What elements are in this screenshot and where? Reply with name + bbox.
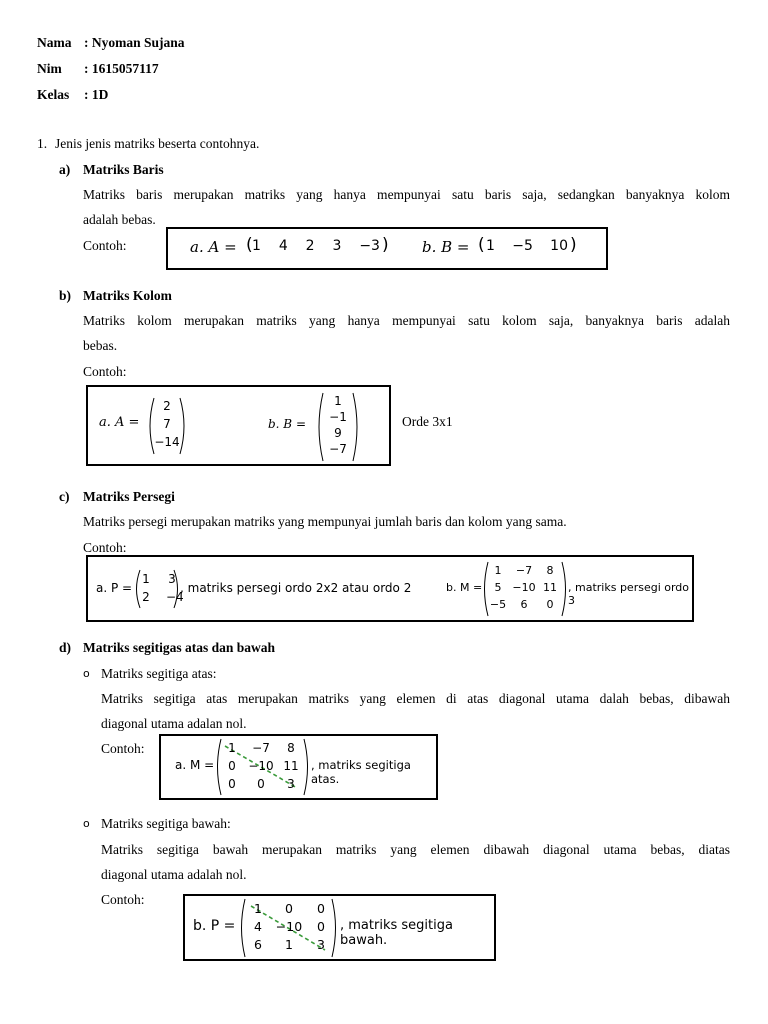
matrix-entry: 0 [228,759,236,773]
matrix-entry: 8 [287,741,295,755]
matrix-entry: 1 [142,572,150,586]
matrix-entry: 11 [543,581,557,594]
matrix-entry: 7 [163,417,171,431]
matrix-entry: 3 [287,777,295,791]
matrix-entry: −5 [489,598,507,611]
section-a-marker: a) [59,162,71,177]
matrix-entry: 0 [257,777,265,791]
matrix-entry: 3 [168,572,176,586]
square-matrix-a-label: a. P = [96,581,133,595]
row-matrix-a-close-paren: ) [382,235,389,255]
matrix-entry: 0 [317,901,325,916]
nim-label: Nim [37,61,62,76]
example-box-lower-triangular [183,894,496,961]
bullet-icon: o [83,667,90,680]
upper-triangular-title: Matriks segitiga atas: [101,666,217,681]
col-matrix-b-values [322,393,354,457]
matrix-entry: 6 [254,937,262,952]
matrix-entry: 1 [254,901,262,916]
matrix-entry: 11 [283,759,299,773]
kelas-label: Kelas [37,87,70,102]
section-b-contoh: Contoh: [83,364,127,379]
matrix-entry: 4 [278,238,288,254]
matrix-entry: 2 [163,399,171,413]
matrix-entry: 1 [494,564,502,577]
matrix-entry: 1 [334,394,342,408]
matrix-entry: 0 [285,901,293,916]
square-matrix-a-values [140,570,184,606]
col-matrix-a-values [152,397,182,451]
row-matrix-a-open-paren: ( [246,235,253,255]
upper-triangular-desc-line2: diagonal utama adalan nol. [101,716,247,731]
matrix-entry: −5 [512,238,533,254]
row-matrix-b-close-paren: ) [570,235,577,255]
matrix-entry: 1 [228,741,236,755]
section-d-marker: d) [59,640,72,655]
section-a-title: Matriks Baris [83,162,164,177]
matrix-entry: −7 [329,442,347,456]
upper-triangular-desc-line1: Matriks segitiga atas merupakan matriks yang elemen di atas diagonal utama dalah bebas, dibawah [101,691,730,706]
section-b-title: Matriks Kolom [83,288,172,303]
matrix-entry: 8 [546,564,554,577]
matrix-entry: 6 [520,598,528,611]
col-matrix-b-label: b. B = [268,417,306,431]
section-c-marker: c) [59,489,70,504]
matrix-entry: 3 [332,238,342,254]
row-matrix-a-values [252,238,380,254]
lower-triangular-values [245,900,335,954]
example-box-upper-triangular [159,734,438,800]
matrix-entry: 0 [317,919,325,934]
row-matrix-b-values [486,238,568,254]
square-matrix-b-label: b. M = [446,581,483,594]
section-b-desc-line1: Matriks kolom merupakan matriks yang hanya mempunyai satu kolom saja, banyaknya baris adalah [83,313,730,328]
matrix-entry: −10 [248,759,274,773]
section-c-desc: Matriks persegi merupakan matriks yang mempunyai jumlah baris dan kolom yang sama. [83,514,567,529]
matrix-entry: 1 [486,238,495,254]
section-b-marker: b) [59,288,72,303]
upper-triangular-values [219,739,305,793]
matrix-entry: 10 [550,238,568,254]
nama-label: Nama [37,35,72,50]
lower-triangular-title: Matriks segitiga bawah: [101,816,231,831]
nama-value: : Nyoman Sujana [84,35,185,50]
matrix-entry: 2 [142,590,150,604]
col-matrix-a-label: a. A = [99,415,140,430]
matrix-entry: −7 [252,741,270,755]
row-matrix-b-open-paren: ( [478,235,485,255]
matrix-entry: 0 [228,777,236,791]
matrix-entry: −10 [512,581,536,594]
square-matrix-b-caption: , matriks persegi ordo 3 [568,581,690,607]
matrix-entry: 5 [494,581,502,594]
lower-triangular-desc-line1: Matriks segitiga bawah merupakan matriks yang elemen dibawah diagonal utama bebas, diatas [101,842,730,857]
matrix-entry: 2 [305,238,315,254]
row-matrix-a-label: a. A = [190,238,237,256]
question-text: Jenis jenis matriks beserta contohnya. [55,136,260,151]
lower-triangular-contoh: Contoh: [101,892,145,907]
row-matrix-b-label: b. B = [422,238,470,256]
section-c-contoh: Contoh: [83,540,127,555]
matrix-entry: −14 [154,435,180,449]
matrix-entry: −3 [359,238,380,254]
matrix-entry: −10 [275,919,303,934]
square-matrix-a-caption: , matriks persegi ordo 2x2 atau ordo 2 [180,581,412,595]
lower-triangular-caption: , matriks segitiga bawah. [340,918,453,948]
example-box-row-matrix [166,227,608,270]
matrix-entry: 3 [317,937,325,952]
section-a-desc-line1: Matriks baris merupakan matriks yang hanya mempunyai satu baris saja, sedangkan banyaknya kolom [83,187,730,202]
upper-triangular-contoh: Contoh: [101,741,145,756]
kelas-value: : 1D [84,87,109,102]
matrix-entry: −7 [515,564,533,577]
upper-triangular-caption: , matriks segitiga atas. [311,758,411,786]
matrix-entry: −4 [166,590,184,604]
lower-triangular-desc-line2: diagonal utama adalah nol. [101,867,247,882]
section-b-desc-line2: bebas. [83,338,118,353]
nim-value: : 1615057117 [84,61,159,76]
example-box-column-matrix [86,385,391,466]
column-matrix-order-note: Orde 3x1 [402,414,453,429]
section-a-contoh: Contoh: [83,238,127,253]
matrix-entry: 1 [285,937,293,952]
square-matrix-b-values [486,562,562,613]
section-a-desc-line2: adalah bebas. [83,212,156,227]
lower-triangular-label: b. P = [193,918,236,934]
matrix-entry: −1 [329,410,347,424]
matrix-entry: 4 [254,919,262,934]
section-c-title: Matriks Persegi [83,489,175,504]
bullet-icon: o [83,817,90,830]
matrix-entry: 0 [546,598,554,611]
section-d-title: Matriks segitigas atas dan bawah [83,640,276,655]
upper-triangular-label: a. M = [175,758,215,772]
question-number: 1. [37,136,48,151]
matrix-entry: 9 [334,426,342,440]
example-box-square-matrix [86,555,694,622]
matrix-entry: 1 [252,238,261,254]
